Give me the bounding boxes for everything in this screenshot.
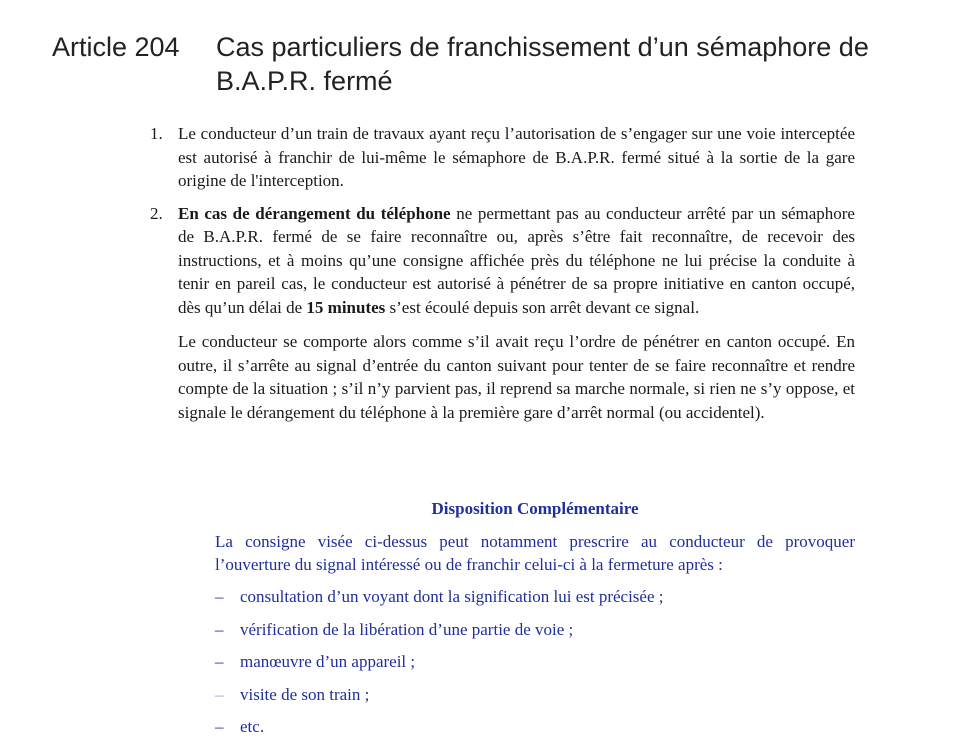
- disposition-complementaire: [215, 497, 855, 748]
- list-item-text: visite de son train ;: [240, 684, 370, 704]
- list-item-1: [150, 122, 855, 193]
- list-item-2: [150, 202, 855, 425]
- dash-bullet: –: [215, 652, 224, 671]
- list-item-text: etc.: [240, 717, 265, 736]
- bold-lead: En cas de dérangement du téléphone: [178, 203, 451, 223]
- disposition-list-item: [215, 650, 855, 673]
- article-title: Cas particuliers de franchissement d’un sémaphore de B.A.P.R. fermé: [216, 32, 869, 96]
- disposition-intro: La consigne visée ci-dessus peut notamment prescrire au conducteur de provoquer l’ouverture du signal intéressé ou de franchir celui-ci à la fermeture après :: [215, 532, 855, 574]
- dash-bullet: –: [215, 717, 224, 736]
- item-number: 2.: [150, 203, 163, 223]
- list-item-text: manœuvre d’un appareil ;: [240, 652, 416, 671]
- article-items: [150, 122, 855, 424]
- disposition-list-item: [215, 585, 855, 608]
- bold-duration: 15 minutes: [306, 297, 386, 317]
- disposition-list-item: [215, 683, 855, 706]
- dash-bullet: –: [215, 619, 224, 639]
- list-item-text: consultation d’un voyant dont la signification lui est précisée ;: [240, 587, 664, 606]
- disposition-title: Disposition Complémentaire: [431, 499, 639, 518]
- item-text: [178, 202, 855, 320]
- item-number: 1.: [150, 124, 163, 143]
- item-text: Le conducteur d’un train de travaux ayant reçu l’autorisation de s’engager sur une voie interceptée est autorisé à franchir de lui-même le sémaphore de B.A.P.R. fermé situé à la sortie de la gare origine de l'interception.: [178, 124, 855, 190]
- item-extra-paragraph: Le conducteur se comporte alors comme s’il avait reçu l’ordre de pénétrer en canton occupé. En outre, il s’arrête au signal d’entrée du canton suivant pour tenter de se faire reconnaître et rendre compte de la situation ; s’il n’y parvient pas, il reprend sa marche normale, si rien ne s’y oppose, et signale le dérangement du téléphone à la première gare d’arrêt normal (ou accidentel).: [178, 332, 855, 422]
- disposition-list-item: [215, 715, 855, 738]
- dash-bullet: –: [215, 587, 224, 606]
- list-item-text: vérification de la libération d’une partie de voie ;: [240, 619, 574, 639]
- disposition-list-item: [215, 618, 855, 641]
- dash-bullet: –: [215, 684, 224, 704]
- item-text-part-a: ne permettant pas au conducteur arrêté par un sémaphore de B.A.P.R. fermé de se faire reconnaître ou, après s’être fait reconnaître, de recevoir des instructions, et à moins qu’une consigne affichée près du téléphone ne lui précise la conduite à tenir en pareil cas, le conducteur est autorisé à pénétrer de sa propre initiative en canton occupé, dès qu’un délai de: [178, 203, 855, 317]
- article-number: Article 204: [52, 32, 180, 62]
- disposition-list: [215, 585, 855, 738]
- item-text-part-b: s’est écoulé depuis son arrêt devant ce signal.: [385, 297, 700, 317]
